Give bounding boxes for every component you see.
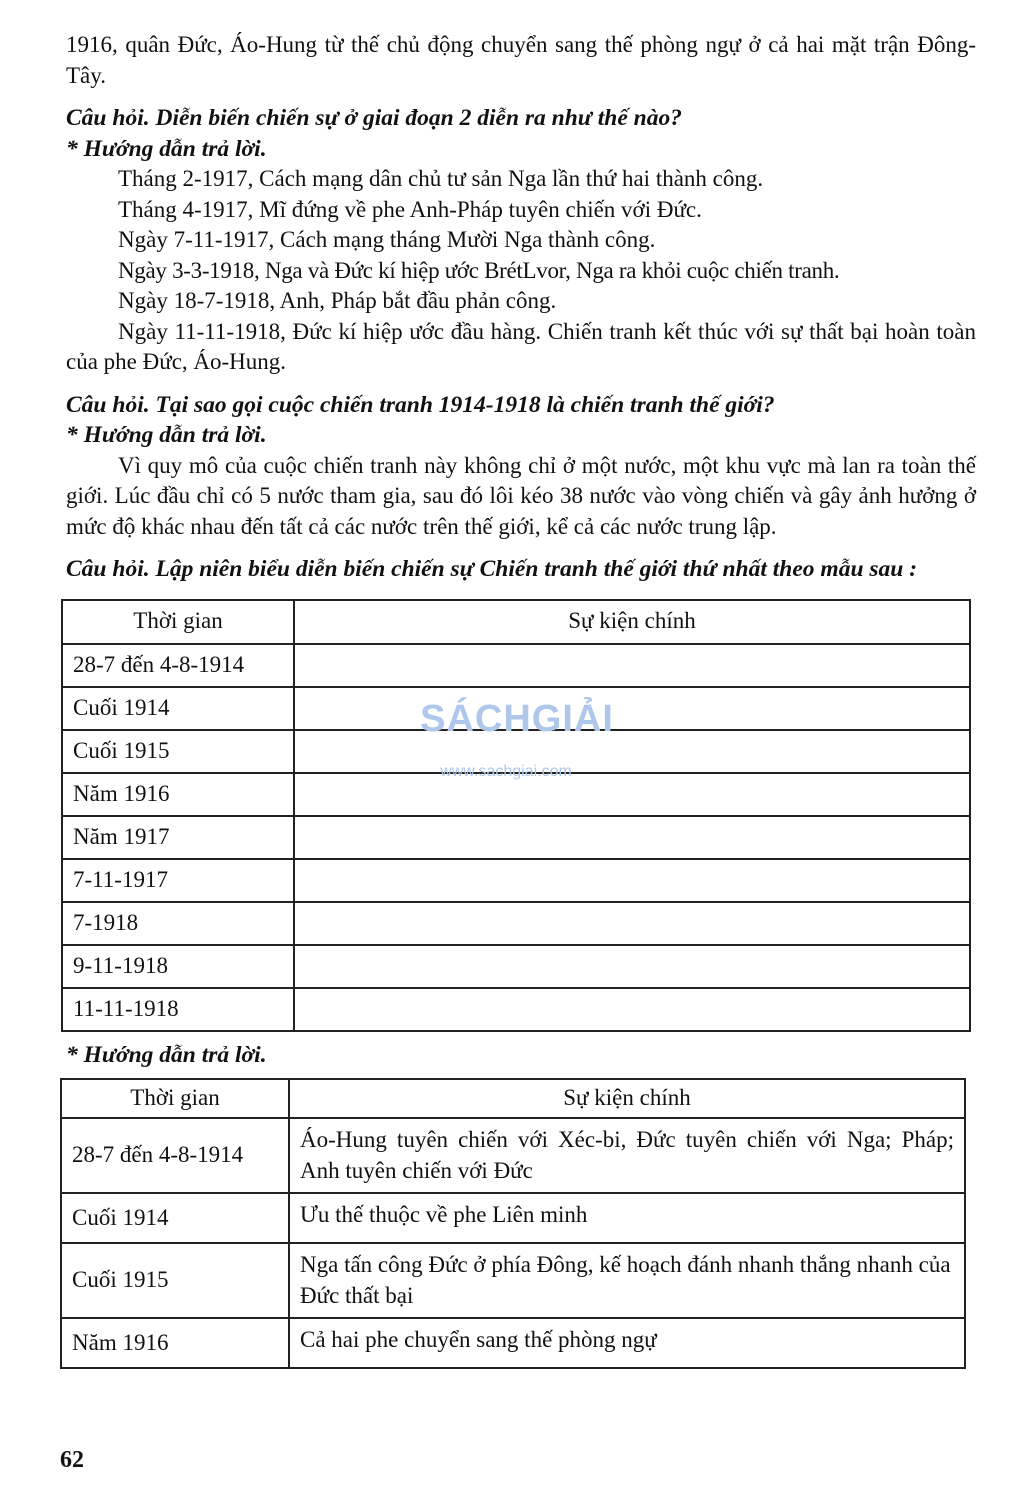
- time-cell: Năm 1917: [62, 816, 294, 859]
- event-cell: [294, 902, 970, 945]
- time-cell: Cuối 1914: [61, 1193, 289, 1243]
- event-line: Ngày 7-11-1917, Cách mạng tháng Mười Nga thành công.: [118, 227, 656, 252]
- event-line: Ngày 18-7-1918, Anh, Pháp bắt đầu phản công.: [118, 288, 557, 313]
- table-row: [62, 859, 970, 902]
- table-row: [61, 1243, 965, 1318]
- page-number: 62: [60, 1447, 84, 1473]
- event-line: Ngày 3-3-1918, Nga và Đức kí hiệp ước BrétLvor, Nga ra khỏi cuộc chiến tranh.: [118, 257, 840, 283]
- event-cell: [294, 945, 970, 988]
- watermark-logo: SÁCHGIẢI: [420, 698, 614, 740]
- answer-paragraph: Vì quy mô của cuộc chiến tranh này không chỉ ở một nước, một khu vực mà lan ra toàn thế giới. Lúc đầu chỉ có 5 nước tham gia, sau đó lôi kéo 38 nước vào vòng chiến và gây ảnh hưởng ở mức độ khác nhau đến tất cả các nước trên thế giới, kể cả các nước trung lập.: [66, 452, 976, 539]
- table-row: [61, 1118, 965, 1193]
- table-row: [62, 644, 970, 687]
- time-cell: Năm 1916: [62, 773, 294, 816]
- event-cell: [294, 988, 970, 1031]
- time-cell: 11-11-1918: [62, 988, 294, 1031]
- table-row: [61, 1193, 965, 1243]
- time-cell: Cuối 1914: [62, 687, 294, 730]
- table-row: [62, 816, 970, 859]
- time-cell: 7-11-1917: [62, 859, 294, 902]
- event-line: Tháng 4-1917, Mĩ đứng về phe Anh-Pháp tuyên chiến với Đức.: [118, 196, 702, 222]
- table-row: [62, 988, 970, 1031]
- column-header-time: Thời gian: [62, 600, 294, 644]
- time-cell: Cuối 1915: [62, 730, 294, 773]
- table-row: [62, 730, 970, 773]
- question-2: Câu hỏi. Tại sao gọi cuộc chiến tranh 1914-1918 là chiến tranh thế giới?: [66, 391, 775, 418]
- timeline-answer-table: [60, 1078, 966, 1369]
- column-header-event: Sự kiện chính: [289, 1079, 965, 1118]
- table-row: [62, 902, 970, 945]
- column-header-time: Thời gian: [61, 1079, 289, 1118]
- event-line: Ngày 11-11-1918, Đức kí hiệp ước đầu hàng. Chiến tranh kết thúc với sự thất bại hoàn toàn của phe Đức, Áo-Hung.: [66, 318, 976, 374]
- event-cell: [294, 644, 970, 687]
- event-cell: Cả hai phe chuyển sang thế phòng ngự: [289, 1318, 965, 1368]
- question-3: Câu hỏi. Lập niên biểu diễn biến chiến sự Chiến tranh thế giới thứ nhất theo mẫu sau :: [66, 556, 918, 582]
- table-row: [62, 773, 970, 816]
- table-header-row: [61, 1079, 965, 1118]
- time-cell: Cuối 1915: [61, 1243, 289, 1318]
- event-cell: Nga tấn công Đức ở phía Đông, kế hoạch đánh nhanh thắng nhanh của Đức thất bại: [289, 1243, 965, 1318]
- event-cell: [294, 687, 970, 730]
- column-header-event: Sự kiện chính: [294, 600, 970, 644]
- event-cell: [294, 816, 970, 859]
- question-1: Câu hỏi. Diễn biến chiến sự ở giai đoạn 2 diễn ra như thế nào?: [66, 105, 682, 131]
- event-cell: Áo-Hung tuyên chiến với Xéc-bi, Đức tuyên chiến với Nga; Pháp; Anh tuyên chiến với Đức: [289, 1118, 965, 1193]
- time-cell: Năm 1916: [61, 1318, 289, 1368]
- answer-guide-heading-2: * Hướng dẫn trả lời.: [66, 422, 267, 448]
- answer-guide-heading-1: * Hướng dẫn trả lời.: [66, 135, 267, 162]
- timeline-template-table: [61, 599, 971, 1032]
- table-row: [62, 945, 970, 988]
- table-header-row: [62, 600, 970, 644]
- time-cell: 7-1918: [62, 902, 294, 945]
- table-row: [62, 687, 970, 730]
- time-cell: 28-7 đến 4-8-1914: [61, 1118, 289, 1193]
- time-cell: 9-11-1918: [62, 945, 294, 988]
- table-row: [61, 1318, 965, 1368]
- event-cell: Ưu thế thuộc về phe Liên minh: [289, 1193, 965, 1243]
- answer-guide-heading-3: * Hướng dẫn trả lời.: [66, 1041, 267, 1068]
- event-cell: [294, 859, 970, 902]
- event-line: Tháng 2-1917, Cách mạng dân chủ tư sản Nga lần thứ hai thành công.: [118, 166, 764, 191]
- event-cell: [294, 730, 970, 773]
- watermark-url: www.sachgiai.com: [440, 763, 572, 780]
- intro-paragraph: 1916, quân Đức, Áo-Hung từ thế chủ động chuyển sang thế phòng ngự ở cả hai mặt trận Đông-Tây.: [66, 32, 976, 88]
- time-cell: 28-7 đến 4-8-1914: [62, 644, 294, 687]
- document-page: [66, 30, 976, 1369]
- event-cell: [294, 773, 970, 816]
